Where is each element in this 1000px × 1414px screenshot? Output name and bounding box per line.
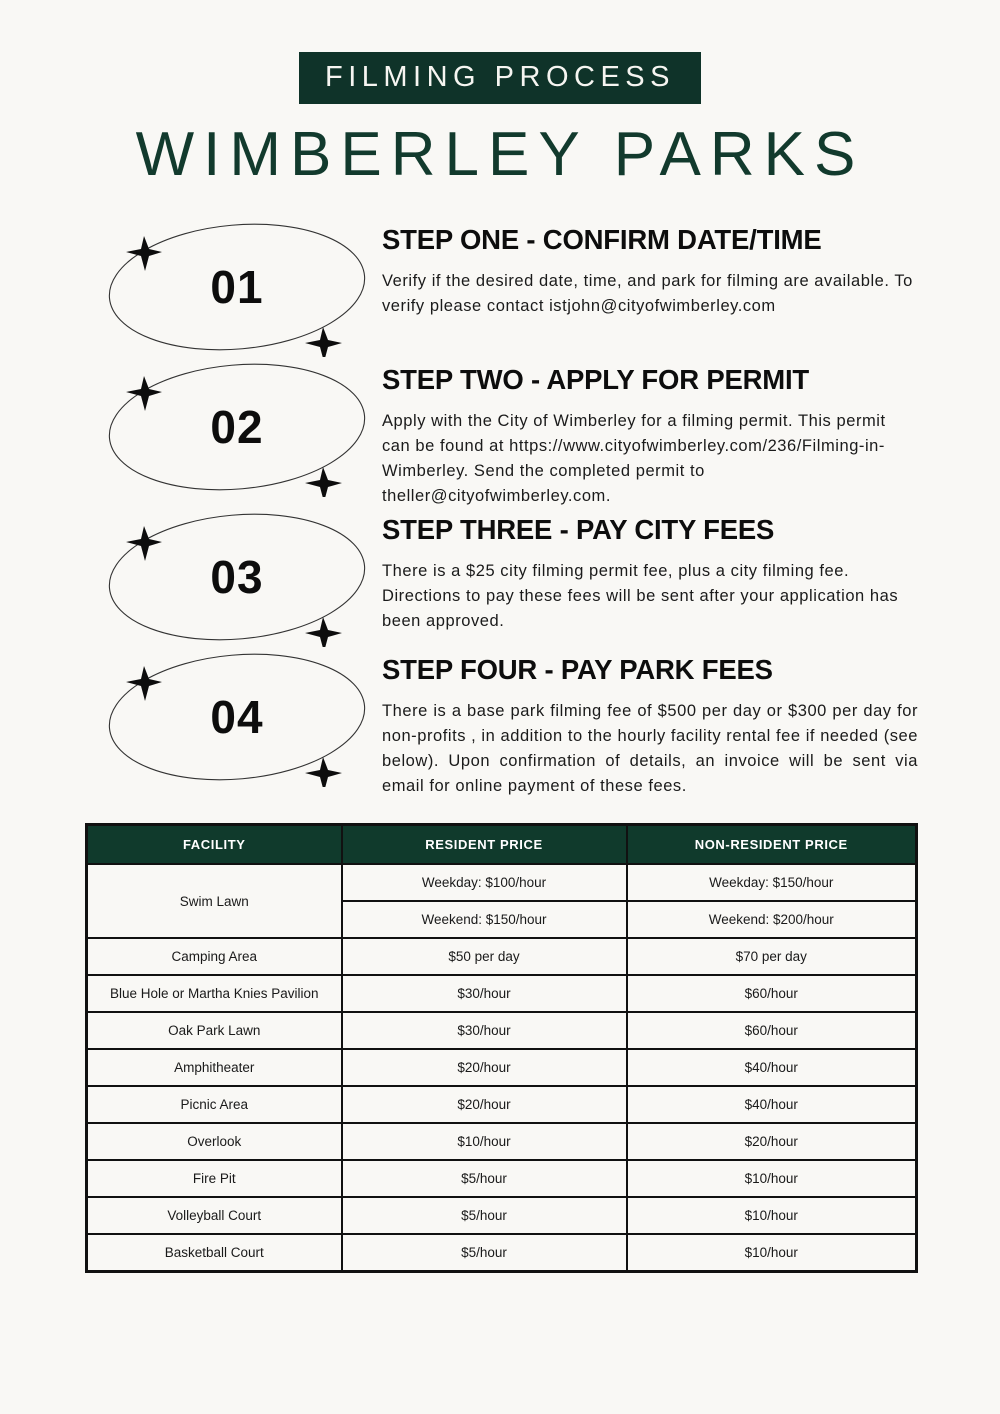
- step-item: [0, 647, 1000, 799]
- table-row: [87, 864, 917, 901]
- step-description: There is a $25 city filming permit fee, plus a city filming fee. Directions to pay these fees will be sent after your application has been approved.: [382, 562, 899, 631]
- step-number: 01: [210, 261, 264, 314]
- step-heading: STEP TWO - APPLY FOR PERMIT: [382, 364, 810, 396]
- cell-resident-price: $20/hour: [342, 1086, 627, 1123]
- cell-non-resident-price: $10/hour: [627, 1234, 917, 1272]
- cell-facility: Picnic Area: [87, 1086, 342, 1123]
- step-item: [0, 217, 1000, 357]
- step-content: [382, 217, 918, 319]
- cell-facility: Swim Lawn: [87, 864, 342, 938]
- cell-non-resident-price: Weekday: $150/hour: [627, 864, 917, 901]
- facility-fee-table: [85, 823, 918, 1273]
- step-description: Apply with the City of Wimberley for a filming permit. This permit can be found at https://www.cityofwimberley.com/236/Filming-in-Wimberley. Send the completed permit to theller@cityofwimberley.com.: [382, 411, 886, 506]
- cell-facility: Blue Hole or Martha Knies Pavilion: [87, 975, 342, 1012]
- cell-resident-price: $10/hour: [342, 1123, 627, 1160]
- column-header-facility: FACILITY: [87, 825, 342, 865]
- step-badge: [92, 357, 382, 497]
- cell-non-resident-price: $40/hour: [627, 1049, 917, 1086]
- eyebrow-banner: FILMING PROCESS: [299, 52, 701, 104]
- step-item: [0, 357, 1000, 509]
- step-heading: STEP ONE - CONFIRM DATE/TIME: [382, 224, 822, 256]
- sparkle-icon: [305, 467, 342, 497]
- step-badge: [92, 647, 382, 787]
- cell-non-resident-price: Weekend: $200/hour: [627, 901, 917, 938]
- table-body: [87, 864, 917, 1272]
- cell-facility: Basketball Court: [87, 1234, 342, 1272]
- table-row: [87, 1160, 917, 1197]
- table-row: [87, 1012, 917, 1049]
- step-description: There is a base park filming fee of $500 per day or $300 per day for non-profits , in addition to the hourly facility rental fee if needed (see below). Upon confirmation of details, an invoice will be sent via email for online payment of these fees.: [382, 702, 918, 796]
- cell-resident-price: $5/hour: [342, 1197, 627, 1234]
- table-row: [87, 938, 917, 975]
- table-row: [87, 1197, 917, 1234]
- table-row: [87, 1049, 917, 1086]
- cell-facility: Fire Pit: [87, 1160, 342, 1197]
- page-header: [0, 0, 1000, 187]
- sparkle-icon: [305, 757, 342, 787]
- cell-resident-price: $50 per day: [342, 938, 627, 975]
- cell-facility: Oak Park Lawn: [87, 1012, 342, 1049]
- table-row: [87, 1086, 917, 1123]
- cell-resident-price: $5/hour: [342, 1160, 627, 1197]
- cell-facility: Amphitheater: [87, 1049, 342, 1086]
- step-number: 03: [210, 551, 264, 604]
- cell-non-resident-price: $10/hour: [627, 1197, 917, 1234]
- step-heading: STEP FOUR - PAY PARK FEES: [382, 654, 773, 686]
- steps-list: [0, 217, 1000, 799]
- cell-non-resident-price: $10/hour: [627, 1160, 917, 1197]
- step-number: 02: [210, 401, 264, 454]
- cell-non-resident-price: $60/hour: [627, 975, 917, 1012]
- sparkle-icon: [305, 327, 342, 357]
- column-header-non-resident: NON-RESIDENT PRICE: [627, 825, 917, 865]
- sparkle-icon: [305, 617, 342, 647]
- table-header-row: [87, 825, 917, 865]
- cell-resident-price: $5/hour: [342, 1234, 627, 1272]
- cell-resident-price: $20/hour: [342, 1049, 627, 1086]
- step-number: 04: [210, 691, 264, 744]
- cell-non-resident-price: $40/hour: [627, 1086, 917, 1123]
- step-content: [382, 357, 918, 509]
- cell-facility: Volleyball Court: [87, 1197, 342, 1234]
- cell-non-resident-price: $60/hour: [627, 1012, 917, 1049]
- table-header: [87, 825, 917, 865]
- table-row: [87, 975, 917, 1012]
- cell-resident-price: Weekday: $100/hour: [342, 864, 627, 901]
- step-heading: STEP THREE - PAY CITY FEES: [382, 514, 775, 546]
- cell-resident-price: $30/hour: [342, 1012, 627, 1049]
- table-row: [87, 1123, 917, 1160]
- column-header-resident: RESIDENT PRICE: [342, 825, 627, 865]
- cell-resident-price: $30/hour: [342, 975, 627, 1012]
- step-item: [0, 507, 1000, 647]
- page-title: WIMBERLEY PARKS: [135, 120, 865, 189]
- cell-resident-price: Weekend: $150/hour: [342, 901, 627, 938]
- table-row: [87, 1234, 917, 1272]
- cell-facility: Camping Area: [87, 938, 342, 975]
- cell-facility: Overlook: [87, 1123, 342, 1160]
- step-content: [382, 647, 918, 799]
- cell-non-resident-price: $70 per day: [627, 938, 917, 975]
- step-badge: [92, 507, 382, 647]
- step-badge: [92, 217, 382, 357]
- step-content: [382, 507, 918, 634]
- cell-non-resident-price: $20/hour: [627, 1123, 917, 1160]
- step-description: Verify if the desired date, time, and park for filming are available. To verify please contact istjohn@cityofwimberley.com: [382, 271, 913, 315]
- fee-table-container: [0, 805, 1000, 1273]
